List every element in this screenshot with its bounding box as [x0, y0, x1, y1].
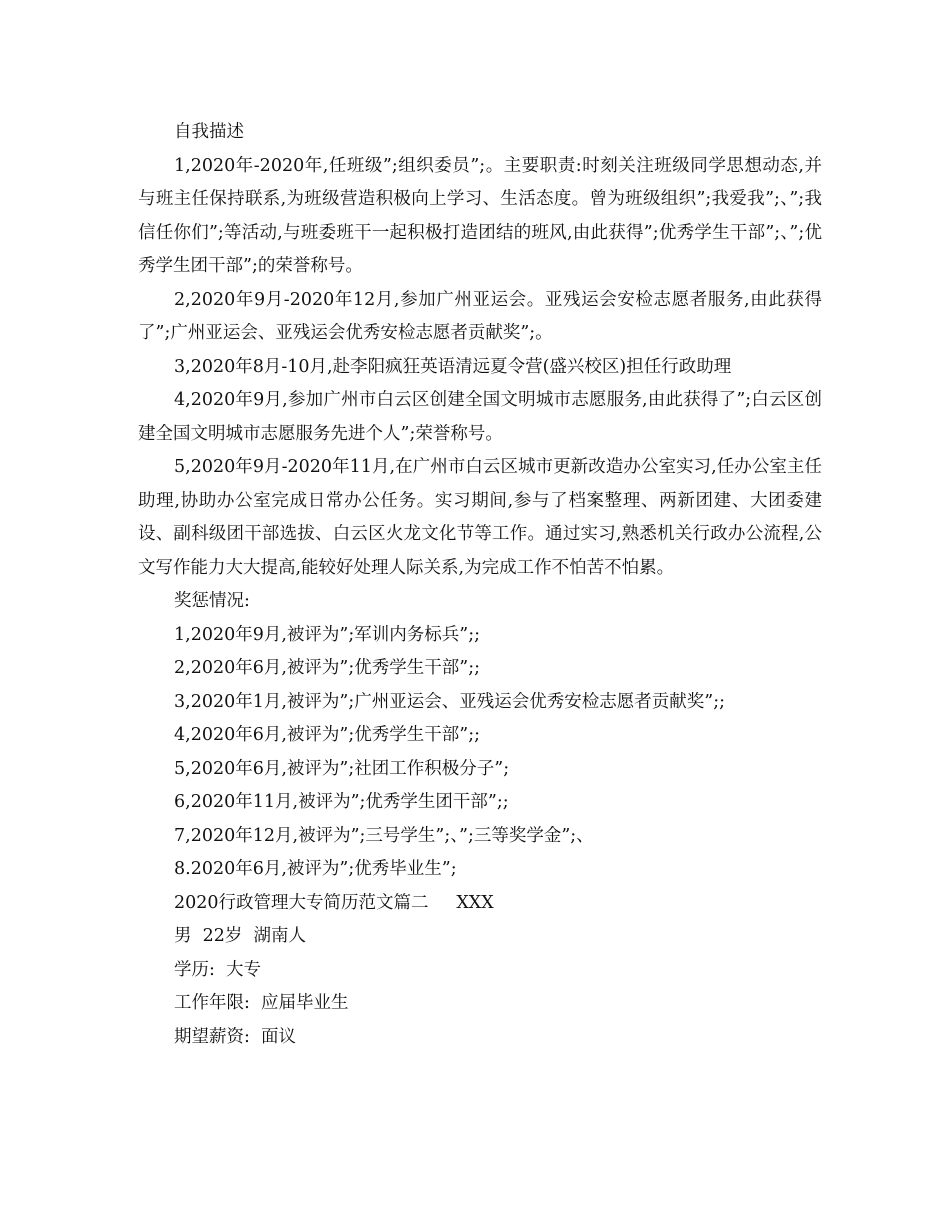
- experience-item-1: 1,2020年-2020年,任班级”;组织委员”;。主要职责:时刻关注班级同学思想动态,并与班主任保持联系,为班级营造积极向上学习、生活态度。曾为班级组织”;我爱我”;、”;我信任你们”;等活动,与班委班干一起积极打造团结的班风,由此获得”;优秀学生干部”;、”;优秀学生团干部”;的荣誉称号。: [138, 155, 822, 276]
- award-item-3: 3,2020年1月,被评为”;广州亚运会、亚残运会优秀安检志愿者贡献奖”;;: [174, 691, 726, 712]
- award-item-4: 4,2020年6月,被评为”;优秀学生干部”;;: [174, 725, 481, 745]
- experience-item-4: 4,2020年9月,参加广州市白云区创建全国文明城市志愿服务,由此获得了”;白云区创建全国文明城市志愿服务先进个人”;荣誉称号。: [138, 390, 822, 444]
- section-heading-self-description: 自我描述: [174, 122, 244, 142]
- section-heading-awards: 奖惩情况:: [174, 591, 250, 611]
- award-item-7: 7,2020年12月,被评为”;三号学生”;、”;三等奖学金”;、: [174, 825, 594, 846]
- award-item-2: 2,2020年6月,被评为”;优秀学生干部”;;: [174, 658, 481, 678]
- experience-item-5: 5,2020年9月-2020年11月,在广州市白云区城市更新改造办公室实习,任办公室主任助理,协助办公室完成日常办公任务。实习期间,参与了档案整理、两新团建、大团委建设、副科级团干部选拔、白云区火龙文化节等工作。通过实习,熟悉机关行政办公流程,公文写作能力大大提高,能较好处理人际关系,为完成工作不怕苦不怕累。: [138, 457, 822, 578]
- experience-item-2: 2,2020年9月-2020年12月,参加广州亚运会。亚残运会安检志愿者服务,由此获得了”;广州亚运会、亚残运会优秀安检志愿者贡献奖”;。: [138, 289, 822, 343]
- profile-work-years: 工作年限: 应届毕业生: [174, 993, 349, 1013]
- award-item-8: 8.2020年6月,被评为”;优秀毕业生”;: [174, 859, 457, 879]
- award-item-1: 1,2020年9月,被评为”;军训内务标兵”;;: [174, 624, 481, 645]
- experience-item-3: 3,2020年8月-10月,赴李阳疯狂英语清远夏令营(盛兴校区)担任行政助理: [174, 356, 732, 377]
- profile-expected-salary: 期望薪资: 面议: [174, 1026, 297, 1047]
- award-item-5: 5,2020年6月,被评为”;社团工作积极分子”;: [174, 758, 510, 779]
- profile-gender-age-origin: 男 22岁 湖南人: [174, 926, 307, 946]
- resume-heading-line: 2020行政管理大专简历范文篇二 XXX: [174, 892, 494, 913]
- award-item-6: 6,2020年11月,被评为”;优秀学生团干部”;;: [174, 792, 509, 812]
- profile-education: 学历: 大专: [174, 959, 262, 980]
- document-body: [138, 116, 822, 1054]
